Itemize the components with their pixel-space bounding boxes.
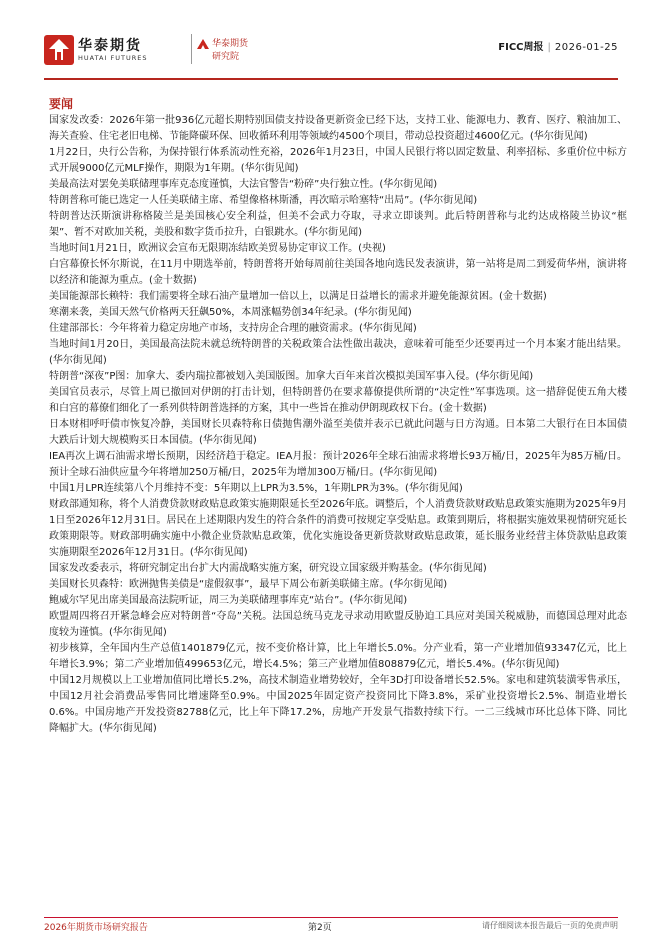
news-item: 日本财相呼吁债市恢复冷静，美国财长贝森特称日债抛售潮外溢至美债并表示已就此问题与日方沟通。日本第二大银行在日本国债大跌后计划大规模购买日本国债。(华尔街见闻) — [49, 419, 627, 446]
news-item: 寒潮来袭，美国天然气价格两天狂飙50%，本周涨幅势创34年纪录。(华尔街见闻) — [49, 307, 412, 318]
news-item: 初步核算，全年国内生产总值1401879亿元，按不变价格计算，比上年增长5.0%。分产业看，第一产业增加值93347亿元，比上年增长3.9%；第二产业增加值499653亿元，增长4.5%；第三产业增加值808879亿元，增长5.4%。(华尔街见闻) — [49, 643, 627, 670]
news-item: 国家发改委表示，将研究制定出台扩大内需战略实施方案，研究设立国家级并购基金。(华尔街见闻) — [49, 563, 487, 574]
news-item: 美国能源部长赖特：我们需要将全球石油产量增加一倍以上，以满足日益增长的需求并避免能源贫困。(金十数据) — [49, 291, 547, 302]
page-number: 第2页 — [308, 923, 332, 933]
news-item: 鲍威尔罕见出席美国最高法院听证，周三为美联储理事库克“站台”。(华尔街见闻) — [49, 595, 408, 606]
news-item: 1月22日，央行公告称，为保持银行体系流动性充裕，2026年1月23日，中国人民银行将以固定数量、利率招标、多重价位中标方式开展9000亿元MLF操作，期限为1年期。(华尔街见闻) — [49, 147, 627, 174]
report-type: FICC周报 — [498, 42, 544, 53]
logo-cn-text: 华泰期货 — [78, 38, 142, 54]
news-item: IEA再次上调石油需求增长预期，因经济趋于稳定。IEA月报：预计2026年全球石油需求将增长93万桶/日，2025年为85万桶/日。预计全球石油供应量今年将增加250万桶/日，2025年为增加300万桶/日。(华尔街见闻) — [49, 451, 627, 478]
news-item: 特朗普“深夜”P图：加拿大、委内瑞拉都被划入美国版图。加拿大百年来首次模拟美国军事入侵。(华尔街见闻) — [49, 371, 534, 382]
header-rule — [44, 78, 618, 80]
news-item: 特朗普达沃斯演讲称格陵兰是美国核心安全利益，但美不会武力夺取，寻求立即谈判。此后特朗普称与北约达成格陵兰协议“框架”、暂不对欧加关税，美股和数字货币拉升，白银跳水。(华尔街见闻) — [49, 211, 627, 238]
news-item: 当地时间1月21日，欧洲议会宣布无限期冻结欧美贸易协定审议工作。(央视) — [49, 243, 386, 254]
news-item: 白宫幕僚长怀尔斯说，在11月中期选举前，特朗普将开始每周前往美国各地向选民发表演讲，第一站将是周二到爱荷华州，演讲将以经济和能源为重点。(金十数据) — [49, 259, 627, 286]
section-title: 要闻 — [49, 97, 74, 111]
news-item: 中国1月LPR连续第八个月维持不变：5年期以上LPR为3.5%，1年期LPR为3%。(华尔街见闻) — [49, 483, 463, 494]
institute-name-line1: 华泰期货 — [212, 39, 249, 49]
institute-mark-icon — [196, 37, 210, 51]
news-item: 美国财长贝森特：欧洲抛售美债是“虚假叙事”，最早下周公布新美联储主席。(华尔街见闻) — [49, 579, 448, 590]
footer-disclaimer: 请仔细阅读本报告最后一页的免责声明 — [482, 921, 618, 930]
news-item: 当地时间1月20日，美国最高法院未就总统特朗普的关税政策合法性做出裁决，意味着可能至少还要再过一个月本案才能出结果。(华尔街见闻) — [49, 339, 627, 366]
institute-name-line2: 研究院 — [212, 52, 240, 62]
report-separator: | — [547, 42, 551, 53]
news-item: 美国官员表示，尽管上周已撤回对伊朗的打击计划，但特朗普仍在要求幕僚提供所谓的“决定性”军事选项。这一措辞促使五角大楼和白宫的幕僚们细化了一系列供特朗普选择的方案，其中一些旨在推动伊朗现政权下台。(金十数据) — [49, 387, 627, 414]
news-item: 欧盟周四将召开紧急峰会应对特朗普“夺岛”关税。法国总统马克龙寻求动用欧盟反胁迫工具应对美国关税威胁，而德国总理对此态度较为谨慎。(华尔街见闻) — [49, 611, 627, 638]
page-header — [0, 0, 662, 78]
news-item: 住建部部长：今年将着力稳定房地产市场，支持房企合理的融资需求。(华尔街见闻) — [49, 323, 417, 334]
news-item: 特朗普称可能已选定一人任美联储主席、希望像格林斯潘，再次暗示哈塞特“出局”。(华尔街见闻) — [49, 195, 478, 206]
logo-en-text: HUATAI FUTURES — [78, 54, 148, 62]
news-item: 国家发改委：2026年第一批936亿元超长期特别国债支持设备更新资金已经下达，支持工业、能源电力、教育、医疗、粮油加工、海关查验、住宅老旧电梯、节能降碳环保、回收循环利用等领域约4500个项目，带动总投资超过4600亿元。(华尔街见闻) — [49, 115, 627, 142]
report-info — [498, 38, 618, 53]
report-date: 2026-01-25 — [554, 42, 618, 53]
news-item: 美最高法对罢免美联储理事库克态度谨慎，大法官警告“粉碎”央行独立性。(华尔街见闻) — [49, 179, 438, 190]
news-item: 财政部通知称，将个人消费贷款财政贴息政策实施期限延长至2026年底。调整后，个人消费贷款财政贴息政策实施期为2025年9月1日至2026年12月31日。居民在上述期限内发生的符合条件的消费可按规定享受贴息。政策到期后，将根据实施效果视情研究延长政策期限等。财政部明确实施中小微企业贷款贴息政策，优化实施设备更新贷款财政贴息政策，延长服务业经营主体贷款贴息政策实施期限至2026年12月31日。(华尔街见闻) — [49, 499, 627, 558]
news-list — [49, 113, 627, 737]
footer-rule — [44, 917, 618, 918]
logo-divider — [191, 34, 192, 64]
huatai-logo-icon — [44, 35, 74, 65]
company-logo — [44, 33, 304, 73]
footer-report-name: 2026年期货市场研究报告 — [44, 923, 148, 933]
news-item: 中国12月规模以上工业增加值同比增长5.2%，高技术制造业增势较好，全年3D打印设备增长52.5%。家电和建筑装潢零售承压，中国12月社会消费品零售同比增速降至0.9%。中国2025年固定资产投资同比下降3.8%，采矿业投资增长2.5%、制造业增长0.6%。中国房地产开发投资82788亿元，比上年下降17.2%，房地产开发景气指数持续下行。一二三线城市环比总体下降、同比降幅扩大。(华尔街见闻) — [49, 675, 627, 734]
